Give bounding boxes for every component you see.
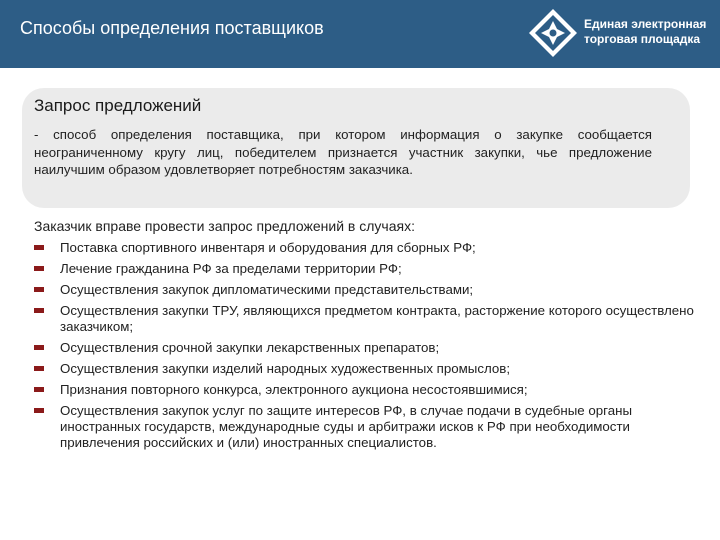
list-item: Осуществления закупки ТРУ, являющихся предметом контракта, расторжение которого осуществлено заказчиком; <box>34 303 694 335</box>
logo-line-2: торговая площадка <box>584 32 701 46</box>
definition-text: - способ определения поставщика, при котором информация о закупке сообщается неограниченному кругу лиц, победителем признается участник закупки, чье предложение наилучшим образом удовлетворяет потребностям заказчика. <box>34 127 652 177</box>
logo-icon <box>528 8 578 58</box>
cases-heading: Заказчик вправе провести запрос предложений в случаях: <box>34 218 415 234</box>
bullet-icon <box>34 366 44 371</box>
bullet-icon <box>34 408 44 413</box>
list-item: Лечение гражданина РФ за пределами территории РФ; <box>34 261 694 277</box>
definition-title: Запрос предложений <box>34 96 202 115</box>
page-title: Способы определения поставщиков <box>20 18 324 38</box>
header-bar <box>0 0 720 68</box>
list-item: Осуществления закупок дипломатическими представительствами; <box>34 282 694 298</box>
bullet-icon <box>34 345 44 350</box>
bullet-icon <box>34 266 44 271</box>
bullet-icon <box>34 287 44 292</box>
bullet-icon <box>34 308 44 313</box>
list-item: Осуществления закупок услуг по защите интересов РФ, в случае подачи в судебные органы иностранных государств, международные суды и арбитражи исков к РФ при необходимости привлечения российских и (или) иностранных специалистов. <box>34 403 694 451</box>
list-item: Поставка спортивного инвентаря и оборудования для сборных РФ; <box>34 240 694 256</box>
list-item: Признания повторного конкурса, электронного аукциона несостоявшимися; <box>34 382 694 398</box>
list-item: Осуществления закупки изделий народных художественных промыслов; <box>34 361 694 377</box>
logo-line-1: Единая электронная <box>584 17 707 31</box>
bullet-icon <box>34 387 44 392</box>
logo-text <box>584 17 706 47</box>
bullet-icon <box>34 245 44 250</box>
list-item: Осуществления срочной закупки лекарственных препаратов; <box>34 340 694 356</box>
cases-list <box>34 240 694 456</box>
